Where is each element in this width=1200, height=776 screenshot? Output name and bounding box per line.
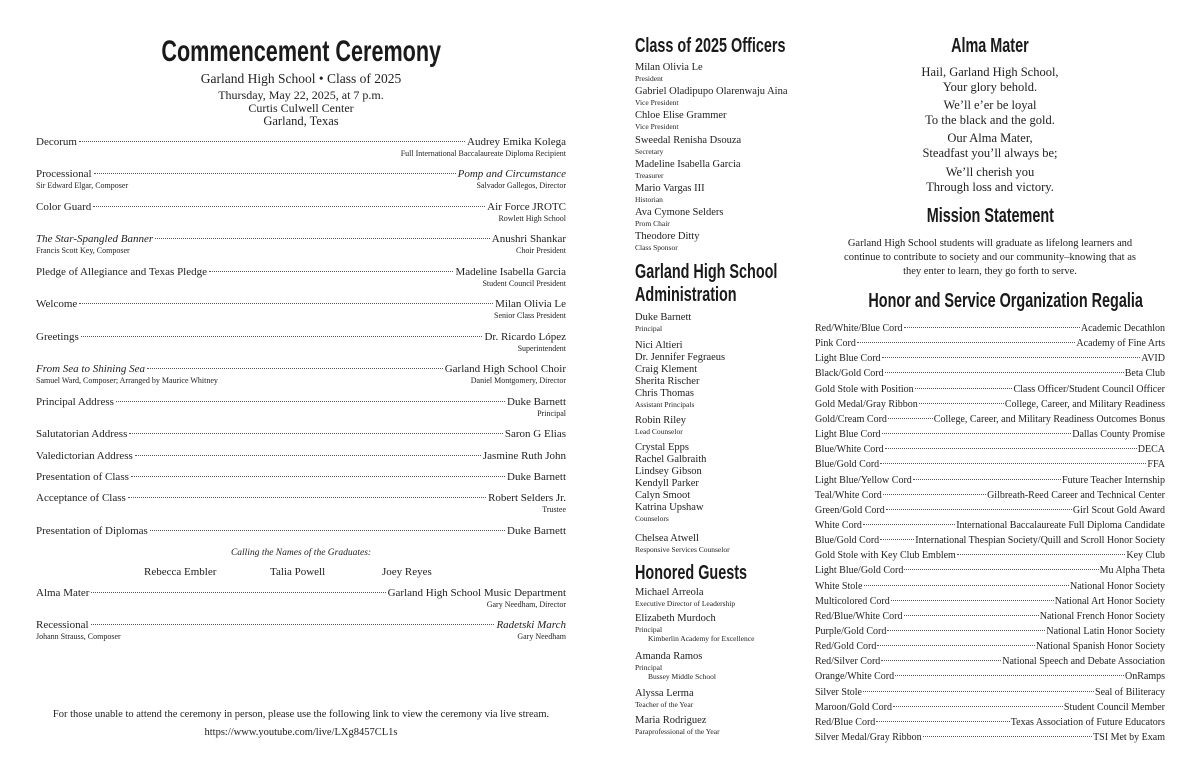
dot-leader xyxy=(876,721,1009,722)
officer-name: Milan Olivia Le xyxy=(635,62,703,73)
dot-leader xyxy=(891,600,1054,601)
regalia-organization: Texas Association of Future Educators xyxy=(1010,716,1165,728)
dot-leader xyxy=(129,433,503,434)
program-item xyxy=(36,619,566,641)
program-item xyxy=(36,363,566,385)
regalia-organization: Girl Scout Gold Award xyxy=(1072,504,1165,516)
regalia-item xyxy=(815,626,1165,637)
regalia-organization: Key Club xyxy=(1126,550,1165,562)
counselors-entry: Crystal Epps Rachel Galbraith Lindsey Gibson Kendyll Parker Calyn Smoot Katrina Upshaw Counselors xyxy=(635,442,707,523)
regalia-organization: Academic Decathlon xyxy=(1080,323,1165,334)
program-item-label: Recessional xyxy=(36,619,89,631)
regalia-organization: Seal of Biliteracy xyxy=(1095,686,1165,698)
regalia-item xyxy=(815,520,1165,531)
graduate-name: Joey Reyes xyxy=(382,566,432,578)
regalia-organization: Mu Alpha Theta xyxy=(1099,565,1165,577)
regalia-heading: Honor and Service Organization Regalia xyxy=(868,290,1143,312)
regalia-organization: Gilbreath-Reed Career and Technical Center xyxy=(987,489,1165,501)
regalia-item xyxy=(815,565,1165,576)
regalia-organization: National Art Honor Society xyxy=(1054,595,1165,607)
regalia-organization: National Latin Honor Society xyxy=(1046,626,1165,637)
calling-names: Calling the Names of the Graduates: xyxy=(230,548,372,558)
regalia-item xyxy=(815,581,1165,592)
regalia-cord: Pink Cord xyxy=(815,338,856,350)
officer-name: Ava Cymone Selders xyxy=(635,207,724,219)
dot-leader xyxy=(881,660,1001,661)
administration-heading-2: Administration xyxy=(635,284,737,306)
regalia-cord: White Cord xyxy=(815,519,862,531)
officer-name: Madeline Isabella Garcia xyxy=(635,158,741,170)
regalia-organization: National Honor Society xyxy=(1070,580,1165,592)
program-item xyxy=(36,298,566,320)
responsive-counselor-entry: Chelsea Atwell Responsive Services Counselor xyxy=(635,533,730,554)
program-item-credit: Sir Edward Elgar, Composer xyxy=(36,181,129,190)
officer-name: Theodore Ditty xyxy=(635,231,700,243)
school-line: Garland High School • Class of 2025 xyxy=(200,71,402,86)
regalia-cord: Multicolored Cord xyxy=(815,595,890,607)
regalia-item xyxy=(815,732,1165,743)
regalia-cord: Blue/Gold Cord xyxy=(815,535,880,547)
officer-entry xyxy=(635,183,705,204)
date-line: Thursday, May 22, 2025, at 7 p.m. xyxy=(218,88,384,102)
regalia-item xyxy=(815,535,1165,546)
regalia-item xyxy=(815,671,1165,682)
program-item-value: Duke Barnett xyxy=(507,396,566,408)
dot-leader xyxy=(886,509,1072,510)
officer-role: President xyxy=(635,74,663,83)
regalia-organization: DECA xyxy=(1137,444,1165,456)
dot-leader xyxy=(957,554,1126,555)
dot-leader xyxy=(79,303,493,304)
regalia-organization: College, Career, and Military Readiness xyxy=(1004,398,1165,410)
program-item xyxy=(36,492,566,514)
dot-leader xyxy=(116,401,505,402)
officer-name: Sweedal Renisha Dsouza xyxy=(635,134,742,146)
officer-entry xyxy=(635,86,788,107)
livestream-link[interactable]: https://www.youtube.com/live/LXg8457CL1s xyxy=(204,727,398,738)
dot-leader xyxy=(885,448,1137,449)
program-item xyxy=(36,136,566,158)
guest-name: Amanda Ramos xyxy=(635,651,703,662)
regalia-item xyxy=(815,368,1165,379)
program-item-value: Radetski March xyxy=(496,619,566,631)
program-item-credit: Samuel Ward, Composer; Arranged by Maurice Whitney xyxy=(36,376,218,385)
regalia-organization: International Thespian Society/Quill and Scroll Honor Society xyxy=(915,535,1165,547)
program-item-value: Pomp and Circumstance xyxy=(457,168,566,180)
regalia-item xyxy=(815,702,1165,713)
regalia-cord: Red/Gold Cord xyxy=(815,641,877,653)
program-item xyxy=(36,331,566,353)
dot-leader xyxy=(885,372,1124,373)
regalia-cord: Green/Gold Cord xyxy=(815,504,885,516)
guest-role: Principal xyxy=(635,663,663,672)
regalia-cord: Light Blue/Yellow Cord xyxy=(815,474,912,486)
regalia-cord: Gold Medal/Gray Ribbon xyxy=(815,398,918,410)
program-item-label: Color Guard xyxy=(36,201,92,213)
regalia-item xyxy=(815,656,1165,667)
program-item-label: Processional xyxy=(36,168,92,180)
program-item-value: Dr. Ricardo López xyxy=(484,331,566,343)
program-item-label: From Sea to Shining Sea xyxy=(36,363,145,375)
dot-leader xyxy=(913,479,1061,480)
regalia-cord: Black/Gold Cord xyxy=(815,368,884,380)
officer-role: Prom Chair xyxy=(635,219,670,229)
dot-leader xyxy=(91,592,385,593)
program-item-label: Pledge of Allegiance and Texas Pledge xyxy=(36,266,208,278)
dot-leader xyxy=(131,476,505,477)
venue-line: Curtis Culwell Center xyxy=(248,101,354,115)
dot-leader xyxy=(915,388,1013,389)
guest-role: Teacher of the Year xyxy=(635,700,694,709)
guest-school: Bussey Middle School xyxy=(648,672,716,681)
dot-leader xyxy=(923,736,1092,737)
program-item-value: Audrey Emika Kolega xyxy=(467,136,566,148)
regalia-item xyxy=(815,353,1165,364)
regalia-item xyxy=(815,641,1165,652)
regalia-item xyxy=(815,550,1165,561)
program-item-role: Trustee xyxy=(542,505,566,514)
dot-leader xyxy=(877,645,1034,646)
officer-entry xyxy=(635,62,703,83)
program-item-label: Principal Address xyxy=(36,396,114,408)
program-item-value: Garland High School Music Department xyxy=(387,587,566,599)
program-item-value: Milan Olivia Le xyxy=(495,298,566,310)
guest-role: Executive Director of Leadership xyxy=(635,599,736,608)
graduate-name: Talia Powell xyxy=(270,566,326,578)
regalia-item xyxy=(815,399,1165,410)
officer-role: Historian xyxy=(635,195,663,204)
regalia-item xyxy=(815,323,1165,334)
program-item xyxy=(36,233,566,255)
regalia-organization: National French Honor Society xyxy=(1039,610,1165,622)
dot-leader xyxy=(150,530,505,531)
regalia-cord: Light Blue Cord xyxy=(815,353,881,365)
dot-leader xyxy=(880,463,1146,464)
regalia-item xyxy=(815,338,1165,349)
dot-leader xyxy=(128,497,486,498)
guest-role: Paraprofessional of the Year xyxy=(635,727,720,736)
guest-entry xyxy=(635,715,720,736)
officer-entry xyxy=(635,159,741,180)
alma-mater-heading: Alma Mater xyxy=(951,35,1029,57)
graduate-name: Rebecca Embler xyxy=(144,566,217,578)
program-item xyxy=(36,525,566,538)
alma-mater-verse: Hail, Garland High School, Your glory behold. xyxy=(921,65,1059,94)
dot-leader xyxy=(880,539,914,540)
officer-entry xyxy=(635,231,699,252)
dot-leader xyxy=(864,585,1070,586)
program-item-credit: Johann Strauss, Composer xyxy=(36,632,121,641)
program-item-role: Superintendent xyxy=(517,344,566,353)
regalia-item xyxy=(815,475,1165,486)
dot-leader xyxy=(904,327,1080,328)
program-item xyxy=(36,168,566,190)
program-item-value: Madeline Isabella Garcia xyxy=(455,266,566,278)
program-item-label: Alma Mater xyxy=(36,587,90,599)
regalia-organization: International Baccalaureate Full Diploma Candidate xyxy=(956,519,1165,531)
regalia-organization: TSI Met by Exam xyxy=(1093,732,1165,744)
program-item xyxy=(36,428,566,441)
officer-entry xyxy=(635,207,723,228)
officer-name: Chloe Elise Grammer xyxy=(635,110,727,122)
guests-heading: Honored Guests xyxy=(635,562,748,584)
dot-leader xyxy=(887,630,1045,631)
dot-leader xyxy=(857,342,1076,343)
officer-entry xyxy=(635,110,727,131)
regalia-organization: National Speech and Debate Association xyxy=(1002,656,1165,668)
dot-leader xyxy=(147,368,443,369)
mission-heading: Mission Statement xyxy=(926,205,1054,227)
program-item-role: Choir President xyxy=(516,246,566,255)
administration-heading-1: Garland High School xyxy=(635,261,778,283)
dot-leader xyxy=(904,569,1098,570)
officer-name: Gabriel Oladipupo Olarenwaju Aina xyxy=(635,86,788,98)
regalia-cord: Red/Blue/White Cord xyxy=(815,610,903,622)
officer-entry xyxy=(635,135,741,156)
regalia-item xyxy=(815,505,1165,516)
alma-mater-verse: Our Alma Mater, Steadfast you’ll always be; xyxy=(922,131,1058,160)
dot-leader xyxy=(93,206,485,207)
regalia-cord: Red/Blue Cord xyxy=(815,716,876,728)
officer-role: Class Sponsor xyxy=(635,243,678,253)
regalia-cord: Silver Stole xyxy=(815,686,862,698)
program-item-role: Principal xyxy=(537,409,566,418)
dot-leader xyxy=(882,357,1141,358)
livestream-note: For those unable to attend the ceremony in person, please use the following link to view the ceremony via live stream. xyxy=(52,709,550,720)
program-item-label: The Star-Spangled Banner xyxy=(36,233,154,245)
regalia-cord: White Stole xyxy=(815,580,863,592)
program-item xyxy=(36,201,566,223)
regalia-cord: Silver Medal/Gray Ribbon xyxy=(815,732,922,744)
mission-text: Garland High School students will graduate as lifelong learners and continue to contribute to society and our community–knowing that as they enter to learn, they go forth to serve. xyxy=(844,238,1136,277)
program-item-role: Full International Baccalaureate Diploma Recipient xyxy=(400,149,566,158)
program-item-role: Daniel Montgomery, Director xyxy=(470,376,566,385)
regalia-organization: Class Officer/Student Council Officer xyxy=(1013,383,1165,395)
assistant-principals-entry: Nici Altieri Dr. Jennifer Fegraeus Craig Klement Sherita Rischer Chris Thomas Assistant Principals xyxy=(635,340,726,409)
program-item-value: Garland High School Choir xyxy=(444,363,566,375)
program-item-value: Saron G Elias xyxy=(504,428,566,440)
program-item-value: Air Force JROTC xyxy=(487,201,566,213)
officer-name: Mario Vargas III xyxy=(635,183,705,194)
regalia-organization: National Spanish Honor Society xyxy=(1035,641,1165,653)
guest-entry xyxy=(635,651,716,681)
program-item-label: Acceptance of Class xyxy=(36,492,126,504)
guest-name: Elizabeth Murdoch xyxy=(635,613,716,624)
dot-leader xyxy=(904,615,1039,616)
alma-mater-verse: We’ll e’er be loyal To the black and the gold. xyxy=(925,98,1055,127)
regalia-cord: Gold/Cream Cord xyxy=(815,413,887,425)
program-item-role: Student Council President xyxy=(482,279,566,288)
dot-leader xyxy=(94,173,456,174)
regalia-cord: Blue/White Cord xyxy=(815,444,884,456)
dot-leader xyxy=(882,433,1072,434)
guest-role: Principal xyxy=(635,625,663,634)
regalia-organization: Future Teacher Internship xyxy=(1062,474,1165,486)
regalia-organization: Dallas County Promise xyxy=(1072,429,1165,441)
program-item-value: Robert Selders Jr. xyxy=(488,492,566,504)
dot-leader xyxy=(888,418,933,419)
officer-role: Vice President xyxy=(635,98,679,108)
guest-school: Kimberlin Academy for Excellence xyxy=(648,634,755,643)
regalia-item xyxy=(815,490,1165,501)
guest-name: Michael Arreola xyxy=(635,587,704,598)
program-item-label: Presentation of Diplomas xyxy=(36,525,148,537)
regalia-item xyxy=(815,687,1165,698)
program-item xyxy=(36,450,566,463)
lead-counselor-entry: Robin Riley Lead Counselor xyxy=(635,415,687,436)
guest-name: Alyssa Lerma xyxy=(635,688,694,699)
regalia-item xyxy=(815,596,1165,607)
program-item-role: Gary Needham xyxy=(517,632,566,641)
program-item-role: Gary Needham, Director xyxy=(486,600,566,609)
program-item-label: Decorum xyxy=(36,136,77,148)
guest-entry xyxy=(635,613,754,643)
program-item-role: Salvador Gallegos, Director xyxy=(476,181,566,190)
regalia-cord: Purple/Gold Cord xyxy=(815,626,887,637)
regalia-organization: Beta Club xyxy=(1124,368,1165,380)
regalia-cord: Red/White/Blue Cord xyxy=(815,323,903,334)
regalia-cord: Maroon/Gold Cord xyxy=(815,701,892,713)
regalia-organization: OnRamps xyxy=(1125,671,1165,683)
regalia-organization: College, Career, and Military Readiness Outcomes Bonus xyxy=(933,413,1165,425)
guest-name: Maria Rodriguez xyxy=(635,715,707,726)
ceremony-title: Commencement Ceremony xyxy=(161,35,441,68)
dot-leader xyxy=(895,675,1124,676)
regalia-cord: Light Blue Cord xyxy=(815,429,881,441)
officer-role: Vice President xyxy=(635,122,679,132)
dot-leader xyxy=(135,455,481,456)
regalia-organization: FFA xyxy=(1147,459,1165,471)
program-item-value: Duke Barnett xyxy=(507,471,566,483)
officer-role: Secretary xyxy=(635,146,664,156)
regalia-cord: Gold Stole with Position xyxy=(815,383,914,395)
regalia-item xyxy=(815,717,1165,728)
program-item-value: Anushri Shankar xyxy=(491,233,566,245)
program-item-role: Rowlett High School xyxy=(498,214,566,223)
dot-leader xyxy=(91,624,495,625)
officer-role: Treasurer xyxy=(635,170,664,180)
program-item-label: Greetings xyxy=(36,331,79,343)
dot-leader xyxy=(79,141,465,142)
dot-leader xyxy=(893,706,1063,707)
officers-heading: Class of 2025 Officers xyxy=(635,35,786,57)
regalia-item xyxy=(815,611,1165,622)
program-item xyxy=(36,587,566,609)
regalia-cord: Teal/White Cord xyxy=(815,489,882,501)
regalia-organization: Student Council Member xyxy=(1063,701,1165,713)
regalia-item xyxy=(815,429,1165,440)
program-item xyxy=(36,471,566,484)
regalia-item xyxy=(815,459,1165,470)
dot-leader xyxy=(919,403,1004,404)
regalia-cord: Blue/Gold Cord xyxy=(815,459,880,471)
program-item-label: Welcome xyxy=(36,298,78,310)
program-item-value: Jasmine Ruth John xyxy=(482,450,566,462)
program-item-label: Salutatorian Address xyxy=(36,428,128,440)
dot-leader xyxy=(863,691,1094,692)
regalia-organization: AVID xyxy=(1141,353,1165,365)
regalia-cord: Light Blue/Gold Cord xyxy=(815,565,904,577)
dot-leader xyxy=(81,336,483,337)
regalia-item xyxy=(815,384,1165,395)
regalia-cord: Orange/White Cord xyxy=(815,671,895,683)
dot-leader xyxy=(209,271,453,272)
dot-leader xyxy=(863,524,955,525)
guest-entry xyxy=(635,688,694,709)
regalia-item xyxy=(815,444,1165,455)
principal-entry: Duke Barnett Principal xyxy=(635,312,692,333)
program-item-value: Duke Barnett xyxy=(507,525,566,537)
program-item-credit: Francis Scott Key, Composer xyxy=(36,246,130,255)
alma-mater-verse: We’ll cherish you Through loss and victory. xyxy=(926,165,1054,194)
regalia-cord: Gold Stole with Key Club Emblem xyxy=(815,550,956,562)
guest-entry xyxy=(635,587,735,608)
dot-leader xyxy=(155,238,490,239)
program-item-label: Presentation of Class xyxy=(36,471,129,483)
dot-leader xyxy=(883,494,986,495)
regalia-cord: Red/Silver Cord xyxy=(815,656,881,668)
program-item xyxy=(36,396,566,418)
program-item xyxy=(36,266,566,288)
regalia-item xyxy=(815,414,1165,425)
program-item-role: Senior Class President xyxy=(494,311,566,320)
regalia-organization: Academy of Fine Arts xyxy=(1076,338,1165,350)
program-item-label: Valedictorian Address xyxy=(36,450,133,462)
city-line: Garland, Texas xyxy=(263,114,339,128)
